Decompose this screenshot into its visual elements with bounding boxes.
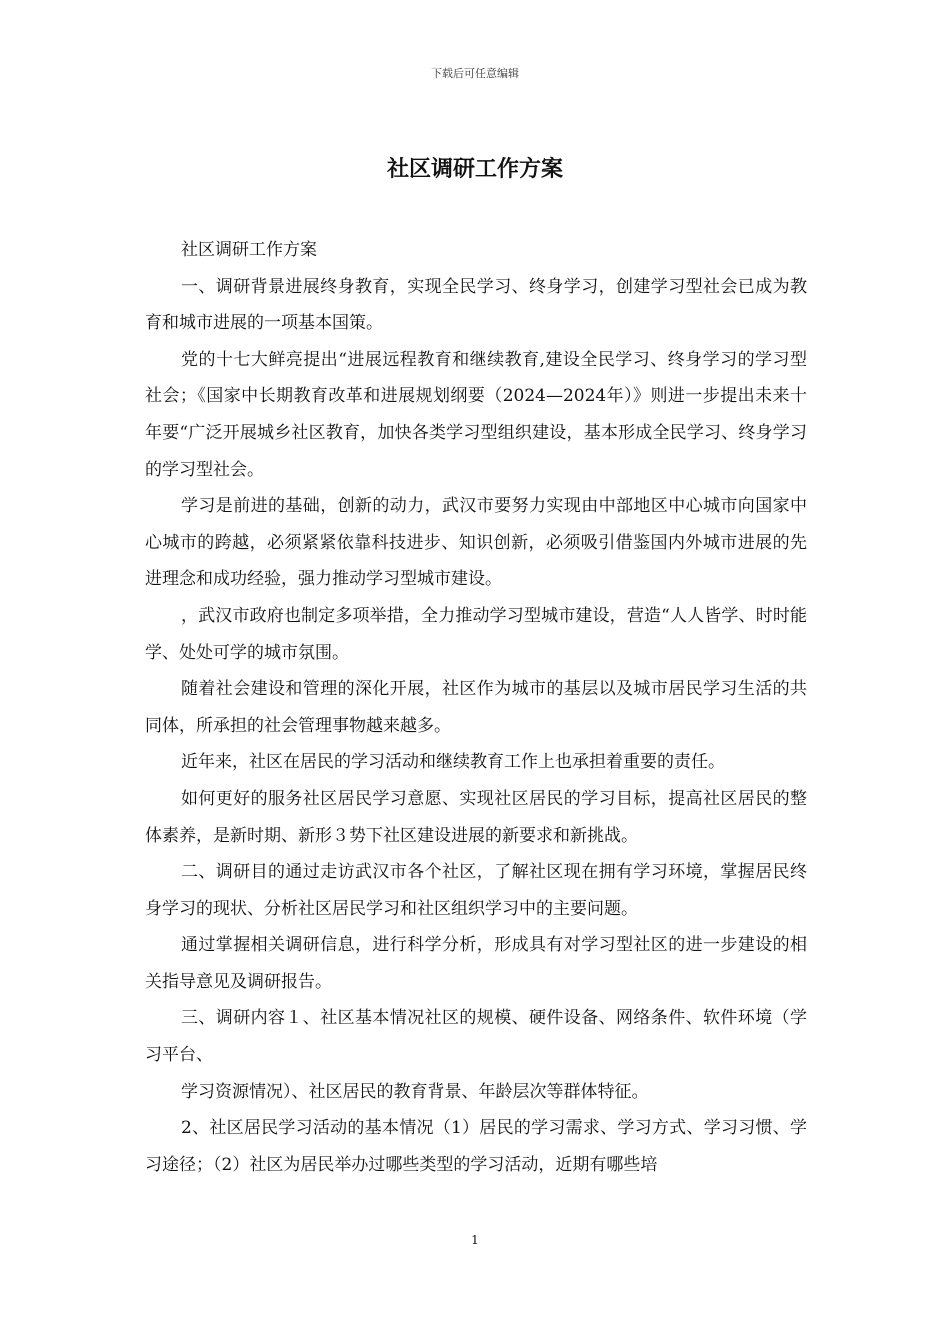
paragraph-content-continued: 学习资源情况）、社区居民的教育背景、年龄层次等群体特征。 [181,1081,649,1102]
paragraph-learning-activities: 2、社区居民学习活动的基本情况（1）居民的学习需求、学习方式、学习习惯、学习途径；（2）社区为居民举办过哪些类型的学习活动，近期有哪些培 [145,1118,807,1175]
paragraph-purpose: 二、调研目的通过走访武汉市各个社区，了解社区现在拥有学习环境，掌握居民终身学习的现状、分析社区居民学习和社区组织学习中的主要问题。 [145,862,807,919]
paragraph-subtitle: 社区调研工作方案 [181,240,317,260]
paragraph-content: 三、调研内容１、社区基本情况社区的规模、硬件设备、网络条件、软件环境（学习平台、 [145,1008,807,1066]
paragraph-government-measures: ，武汉市政府也制定多项举措，全力推动学习型城市建设，营造“人人皆学、时时能学、处处可学的城市氛围。 [145,605,807,663]
paragraph-community-role: 随着社会建设和管理的深化开展，社区作为城市的基层以及城市居民学习生活的共同体，所承担的社会管理事物越来越多。 [145,679,807,736]
paragraph-learning-foundation: 学习是前进的基础，创新的动力，武汉市要努力实现由中部地区中心城市向国家中心城市的跨越，必须紧紧依靠科技进步、知识创新，必须吸引借鉴国内外城市进展的先进理念和成功经验，强力推动学习型城市建设。 [145,496,807,590]
header-note: 下载后可任意编辑 [431,67,519,80]
paragraph-background: 一、调研背景进展终身教育，实现全民学习、终身学习，创建学习型社会已成为教育和城市进展的一项基本国策。 [145,276,807,334]
page-number: 1 [471,1233,479,1247]
document-title: 社区调研工作方案 [386,157,563,182]
document-body [145,232,807,1183]
paragraph-analysis: 通过掌握相关调研信息，进行科学分析，形成具有对学习型社区的进一步建设的相关指导意见及调研报告。 [145,935,807,992]
paragraph-party-congress: 党的十七大鲜亮提出“进展远程教育和继续教育,建设全民学习、终身学习的学习型社会；《国家中长期教育改革和进展规划纲要（2024—2024年）》则进一步提出未来十年要“广泛开展城乡社区教育，加快各类学习型组织建设，基本形成全民学习、终身学习的学习型社会。 [145,349,807,480]
paragraph-how-to-serve: 如何更好的服务社区居民学习意愿、实现社区居民的学习目标，提高社区居民的整体素养，是新时期、新形３势下社区建设进展的新要求和新挑战。 [145,788,807,846]
paragraph-recent-years: 近年来，社区在居民的学习活动和继续教育工作上也承担着重要的责任。 [181,752,725,773]
